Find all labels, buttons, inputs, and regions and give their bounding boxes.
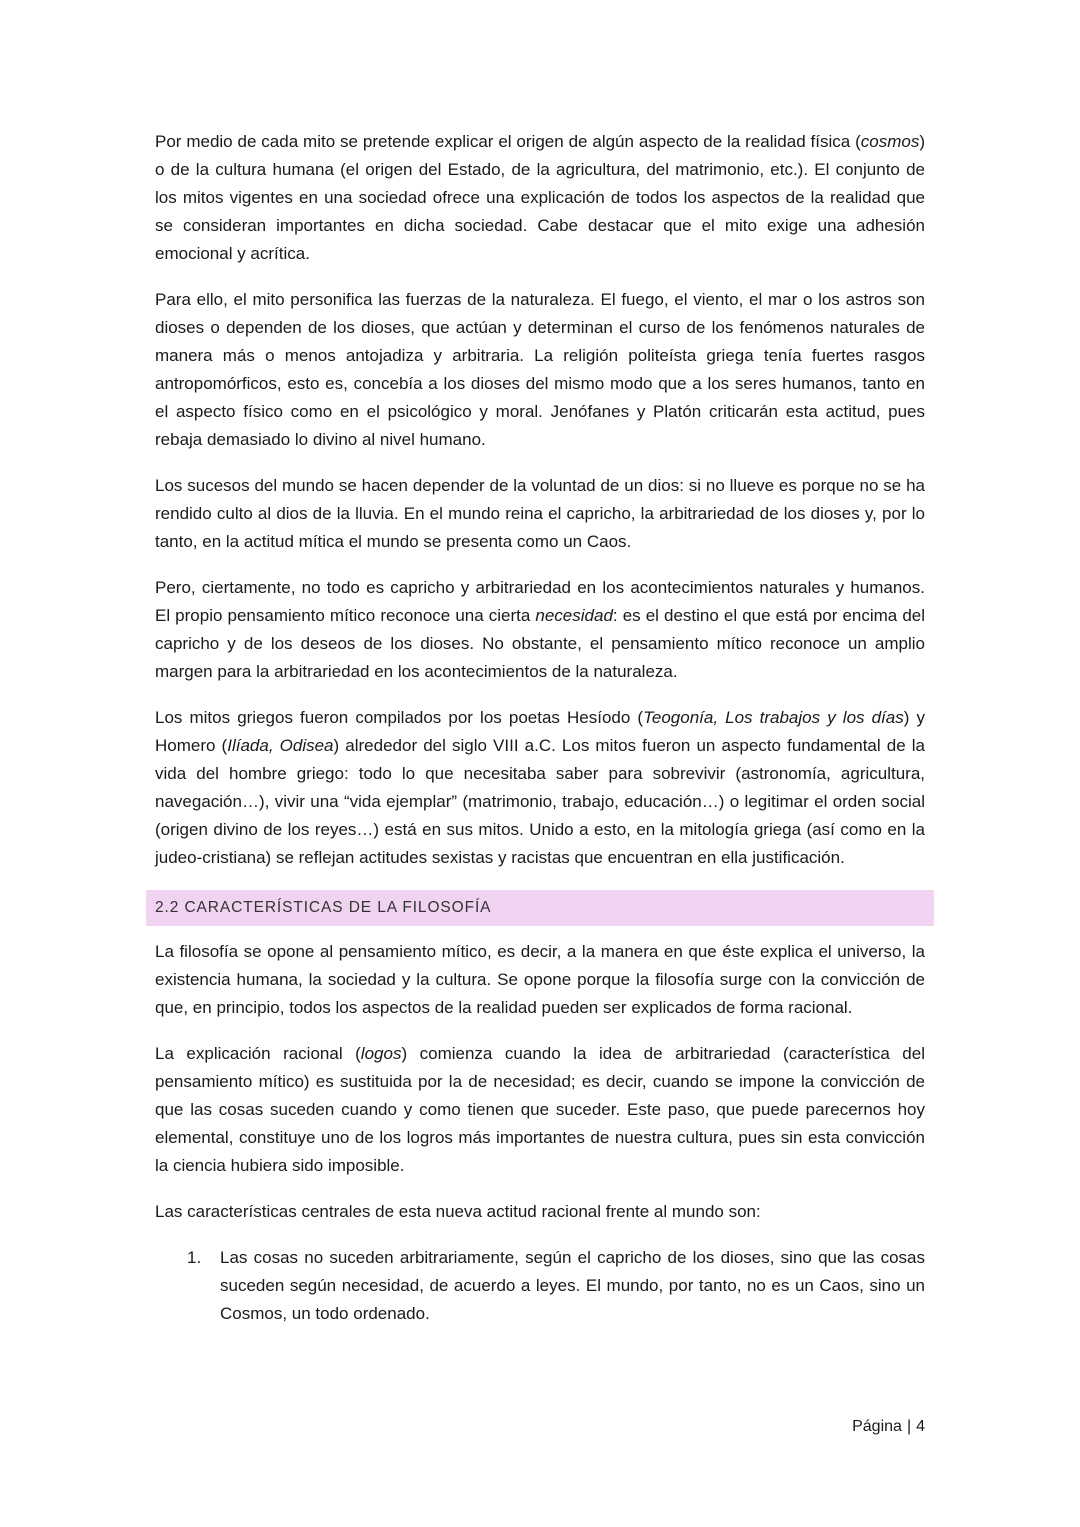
paragraph-necessity: Pero, ciertamente, no todo es capricho y arbitrariedad en los acontecimientos naturales y humanos. El propio pensamiento mítico reconoce una cierta necesidad: es el destino el que está por encima del capricho y de los deseos de los dioses. No obstante, el pensamiento mítico reconoce un amplio margen para la arbitrariedad en los acontecimientos de la naturaleza. <box>155 578 926 681</box>
page-content <box>155 128 925 1328</box>
characteristics-list <box>155 1244 925 1328</box>
italic-title: Ilíada, Odisea <box>227 736 334 755</box>
paragraph-rational-explanation: La explicación racional (logos) comienza cuando la idea de arbitrariedad (característica del pensamiento mítico) es sustituida por la de necesidad; es decir, cuando se impone la convicción de que las cosas suceden cuando y como tienen que suceder. Este paso, que puede parecernos hoy elemental, constituye uno de los logros más importantes de nuestra cultura, pues sin esta convicción la ciencia hubiera sido imposible. <box>155 1044 925 1175</box>
list-item-number: 1. <box>187 1248 202 1267</box>
paragraph-greek-myths: Los mitos griegos fueron compilados por los poetas Hesíodo (Teogonía, Los trabajos y los días) y Homero (Ilíada, Odisea) alrededor del siglo VIII a.C. Los mitos fueron un aspecto fundamental de la vida del hombre griego: todo lo que necesitaba saber para sobrevivir (astronomía, agricultura, navegación…), vivir una “vida ejemplar” (matrimonio, trabajo, educación…) o legitimar el orden social (origen divino de los reyes…) está en sus mitos. Unido a esto, en la mitología griega (así como en la judeo-cristiana) se reflejan actitudes sexistas y racistas que encuentran en ella justificación. <box>155 708 925 867</box>
paragraph-myth-origin: Por medio de cada mito se pretende explicar el origen de algún aspecto de la realidad física (cosmos) o de la cultura humana (el origen del Estado, de la agricultura, del matrimonio, etc.). El conjunto de los mitos vigentes en una sociedad ofrece una explicación de todos los aspectos de la realidad que se consideran importantes en dicha sociedad. Cabe destacar que el mito exige una adhesión emocional y acrítica. <box>155 132 925 263</box>
page-number: 4 <box>916 1418 925 1435</box>
italic-term: cosmos <box>860 132 920 151</box>
page-footer <box>852 1418 925 1436</box>
paragraph-philosophy-opposes: La filosofía se opone al pensamiento mítico, es decir, a la manera en que éste explica el universo, la existencia humana, la sociedad y la cultura. Se opone porque la filosofía surge con la convicción de que, en principio, todos los aspectos de la realidad pueden ser explicados de forma racional. <box>155 942 925 1017</box>
list-item-text: Las cosas no suceden arbitrariamente, según el capricho de los dioses, sino que las cosas suceden según necesidad, de acuerdo a leyes. El mundo, por tanto, no es un Caos, sino un Cosmos, un todo ordenado. <box>220 1248 925 1323</box>
list-item <box>187 1244 925 1328</box>
paragraph-characteristics-intro: Las características centrales de esta nueva actitud racional frente al mundo son: <box>155 1202 761 1221</box>
paragraph-world-events: Los sucesos del mundo se hacen depender de la voluntad de un dios: si no llueve es porque no se ha rendido culto al dios de la lluvia. En el mundo reina el capricho, la arbitrariedad de los dioses y, por lo tanto, en la actitud mítica el mundo se presenta como un Caos. <box>155 476 925 551</box>
footer-separator: | <box>906 1418 912 1435</box>
footer-label: Página <box>852 1418 902 1435</box>
italic-term: logos <box>360 1044 402 1063</box>
italic-term: necesidad <box>535 606 613 625</box>
paragraph-myth-personification: Para ello, el mito personifica las fuerzas de la naturaleza. El fuego, el viento, el mar o los astros son dioses o dependen de los dioses, que actúan y determinan el curso de los fenómenos naturales de manera más o menos antojadiza y arbitraria. La religión politeísta griega tenía fuertes rasgos antropomórficos, esto es, concebía a los dioses del mismo modo que a los seres humanos, tanto en el aspecto físico como en el psicológico y moral. Jenófanes y Platón criticarán esta actitud, pues rebaja demasiado lo divino al nivel humano. <box>155 290 925 449</box>
section-heading: 2.2 CARACTERÍSTICAS DE LA FILOSOFÍA <box>146 890 934 926</box>
italic-title: Teogonía, Los trabajos y los días <box>643 708 904 727</box>
